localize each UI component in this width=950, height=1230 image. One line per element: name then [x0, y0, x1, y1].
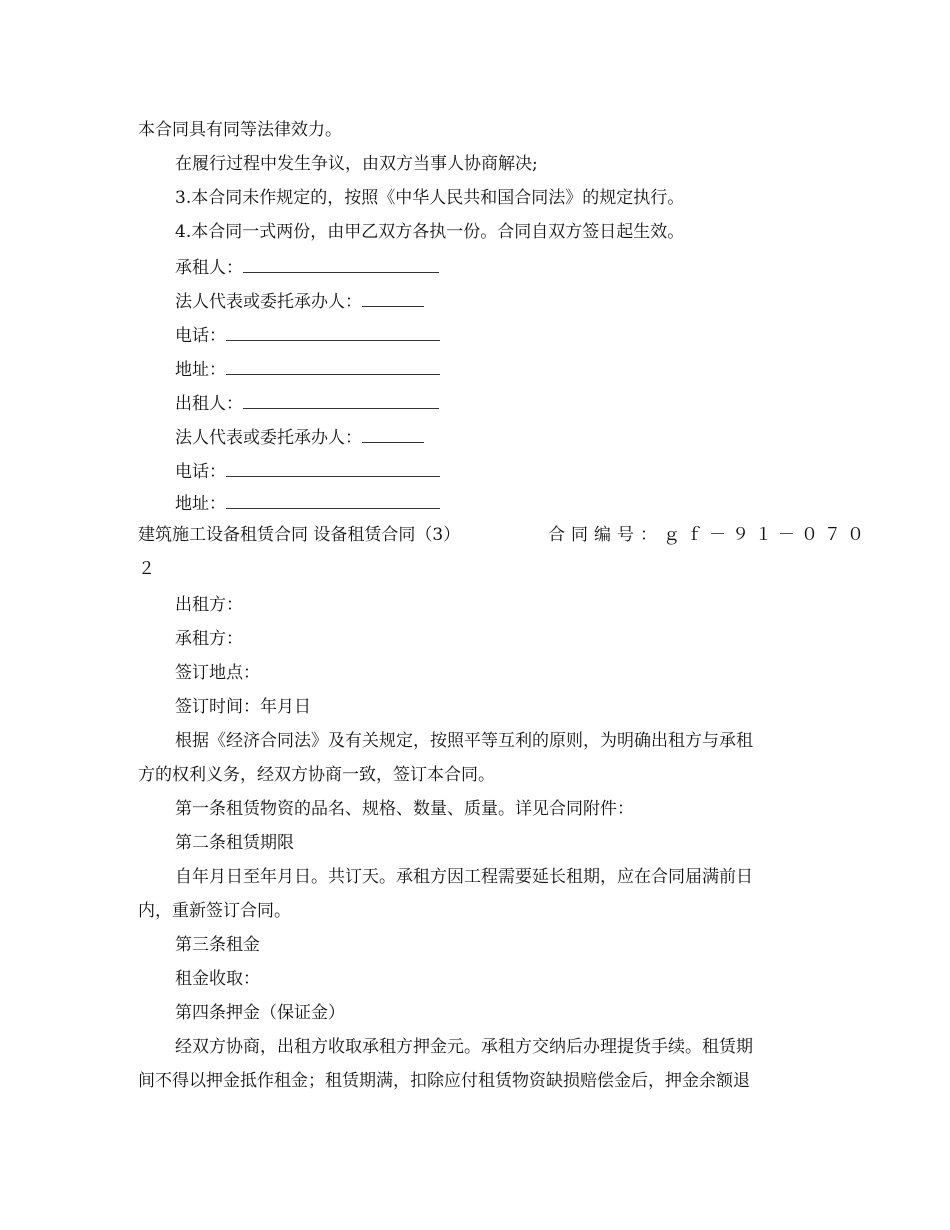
article-3-heading: 第三条租金 — [175, 935, 260, 955]
signature-blank — [362, 289, 424, 307]
article-2-heading: 第二条租赁期限 — [175, 833, 294, 853]
signature-line-address — [175, 491, 818, 515]
paragraph-line: 在履行过程中发生争议，由双方当事人协商解决; — [175, 154, 538, 174]
paragraph-line: 3.本合同未作规定的，按照《中华人民共和国合同法》的规定执行。 — [175, 188, 685, 208]
paragraph-line: 本合同具有同等法律效力。 — [138, 120, 342, 140]
paragraph-line: 租金收取： — [175, 969, 260, 989]
signature-label: 地址： — [175, 360, 226, 380]
signature-blank — [243, 255, 439, 273]
paragraph-line: 间不得以押金抵作租金；租赁期满，扣除应付租赁物资缺损赔偿金后，押金余额退 — [138, 1071, 750, 1091]
party-lessor: 出租方： — [175, 595, 243, 615]
contract-number: 合同编号：ｇｆ－９１－０７０ — [548, 525, 870, 545]
signature-line-legal-rep — [175, 289, 818, 313]
signature-line-lessor — [175, 391, 818, 415]
paragraph-line: 经双方协商，出租方收取承租方押金元。承租方交纳后办理提货手续。租赁期 — [175, 1037, 753, 1057]
signature-blank — [226, 357, 440, 375]
signature-line-address — [175, 357, 818, 381]
signature-blank — [362, 425, 424, 443]
signature-line-lessee — [175, 255, 818, 279]
signature-label: 电话： — [175, 462, 226, 482]
article-4-heading: 第四条押金（保证金） — [175, 1003, 345, 1023]
signature-line-phone — [175, 323, 818, 347]
signature-line-phone — [175, 459, 818, 483]
signature-label: 法人代表或委托承办人： — [175, 292, 362, 312]
signature-label: 电话： — [175, 326, 226, 346]
signature-blank — [226, 323, 440, 341]
signature-label: 出租人： — [175, 394, 243, 414]
paragraph-line: 自年月日至年月日。共订天。承租方因工程需要延长租期，应在合同届满前日 — [175, 867, 753, 887]
signature-label: 地址： — [175, 494, 226, 514]
contract-number-tail: ２ — [138, 559, 155, 579]
signature-blank — [243, 391, 439, 409]
signing-time: 签订时间：年月日 — [175, 697, 311, 717]
section-title: 建筑施工设备租赁合同 设备租赁合同（3） — [138, 525, 461, 545]
party-lessee: 承租方： — [175, 629, 243, 649]
signature-line-legal-rep — [175, 425, 818, 449]
signature-blank — [226, 491, 440, 509]
signing-place: 签订地点： — [175, 663, 260, 683]
signature-label: 承租人： — [175, 258, 243, 278]
article-1: 第一条租赁物资的品名、规格、数量、质量。详见合同附件： — [175, 799, 634, 819]
signature-blank — [226, 459, 440, 477]
paragraph-line: 方的权利义务，经双方协商一致，签订本合同。 — [138, 765, 495, 785]
paragraph-line: 内，重新签订合同。 — [138, 901, 291, 921]
paragraph-line: 4.本合同一式两份，由甲乙双方各执一份。合同自双方签日起生效。 — [175, 222, 685, 242]
signature-label: 法人代表或委托承办人： — [175, 428, 362, 448]
paragraph-line: 根据《经济合同法》及有关规定，按照平等互利的原则，为明确出租方与承租 — [175, 731, 753, 751]
